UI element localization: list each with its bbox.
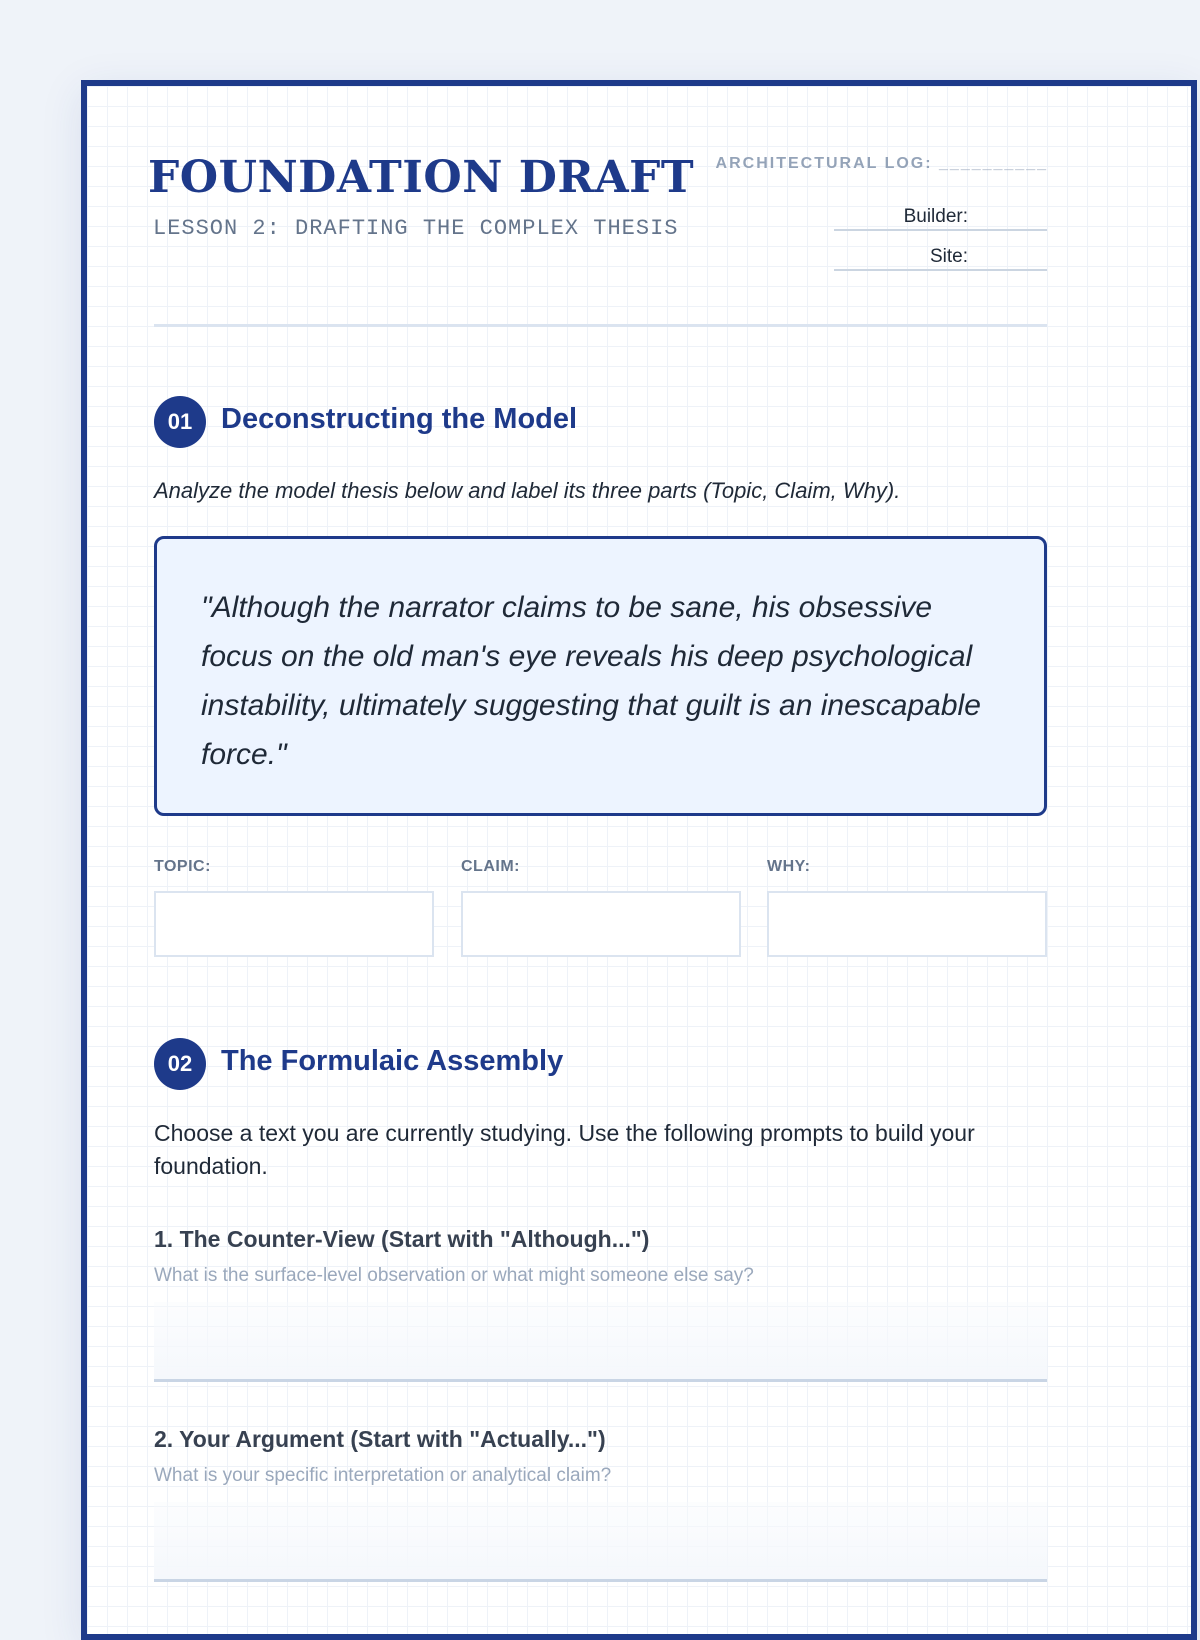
site-label: Site: [929,246,968,267]
worksheet-page [81,80,1197,1640]
model-thesis-box [154,536,1047,816]
page-title: FOUNDATION DRAFT [148,152,695,203]
prompt-hint: What is the surface-level observation or what might someone else say? [154,1265,754,1286]
section-intro: Choose a text you are currently studying. Use the following prompts to build your foundation. [154,1120,975,1179]
prompt-hint: What is your specific interpretation or analytical claim? [154,1465,612,1486]
prompt-title: 1. The Counter-View (Start with "Although...") [154,1226,650,1252]
section-number-badge: 01 [154,396,206,448]
section-title: Deconstructing the Model [221,403,578,435]
site-field[interactable] [834,269,1047,271]
prompt-title: 2. Your Argument (Start with "Actually...") [154,1426,606,1452]
architectural-log-label: ARCHITECTURAL LOG: __________ [715,155,1048,172]
model-thesis-quote: "Although the narrator claims to be sane, his obsessive focus on the old man's eye reveals his deep psychological instability, ultimately suggesting that guilt is an inescapable force." [201,591,981,771]
page-subtitle: LESSON 2: DRAFTING THE COMPLEX THESIS [153,216,679,241]
topic-input-box[interactable] [154,891,434,957]
section-title: The Formulaic Assembly [221,1045,564,1077]
builder-label: Builder: [903,206,968,227]
counter-view-answer-area[interactable] [154,1302,1047,1382]
argument-answer-area[interactable] [154,1502,1047,1582]
builder-field[interactable] [834,229,1047,231]
section-instruction: Analyze the model thesis below and label its three parts (Topic, Claim, Why). [154,478,901,503]
why-label: WHY: [767,858,811,875]
claim-input-box[interactable] [461,891,741,957]
why-input-box[interactable] [767,891,1047,957]
section-number-badge: 02 [154,1038,206,1090]
header-divider [154,324,1047,327]
topic-label: TOPIC: [154,858,211,875]
claim-label: CLAIM: [461,858,520,875]
